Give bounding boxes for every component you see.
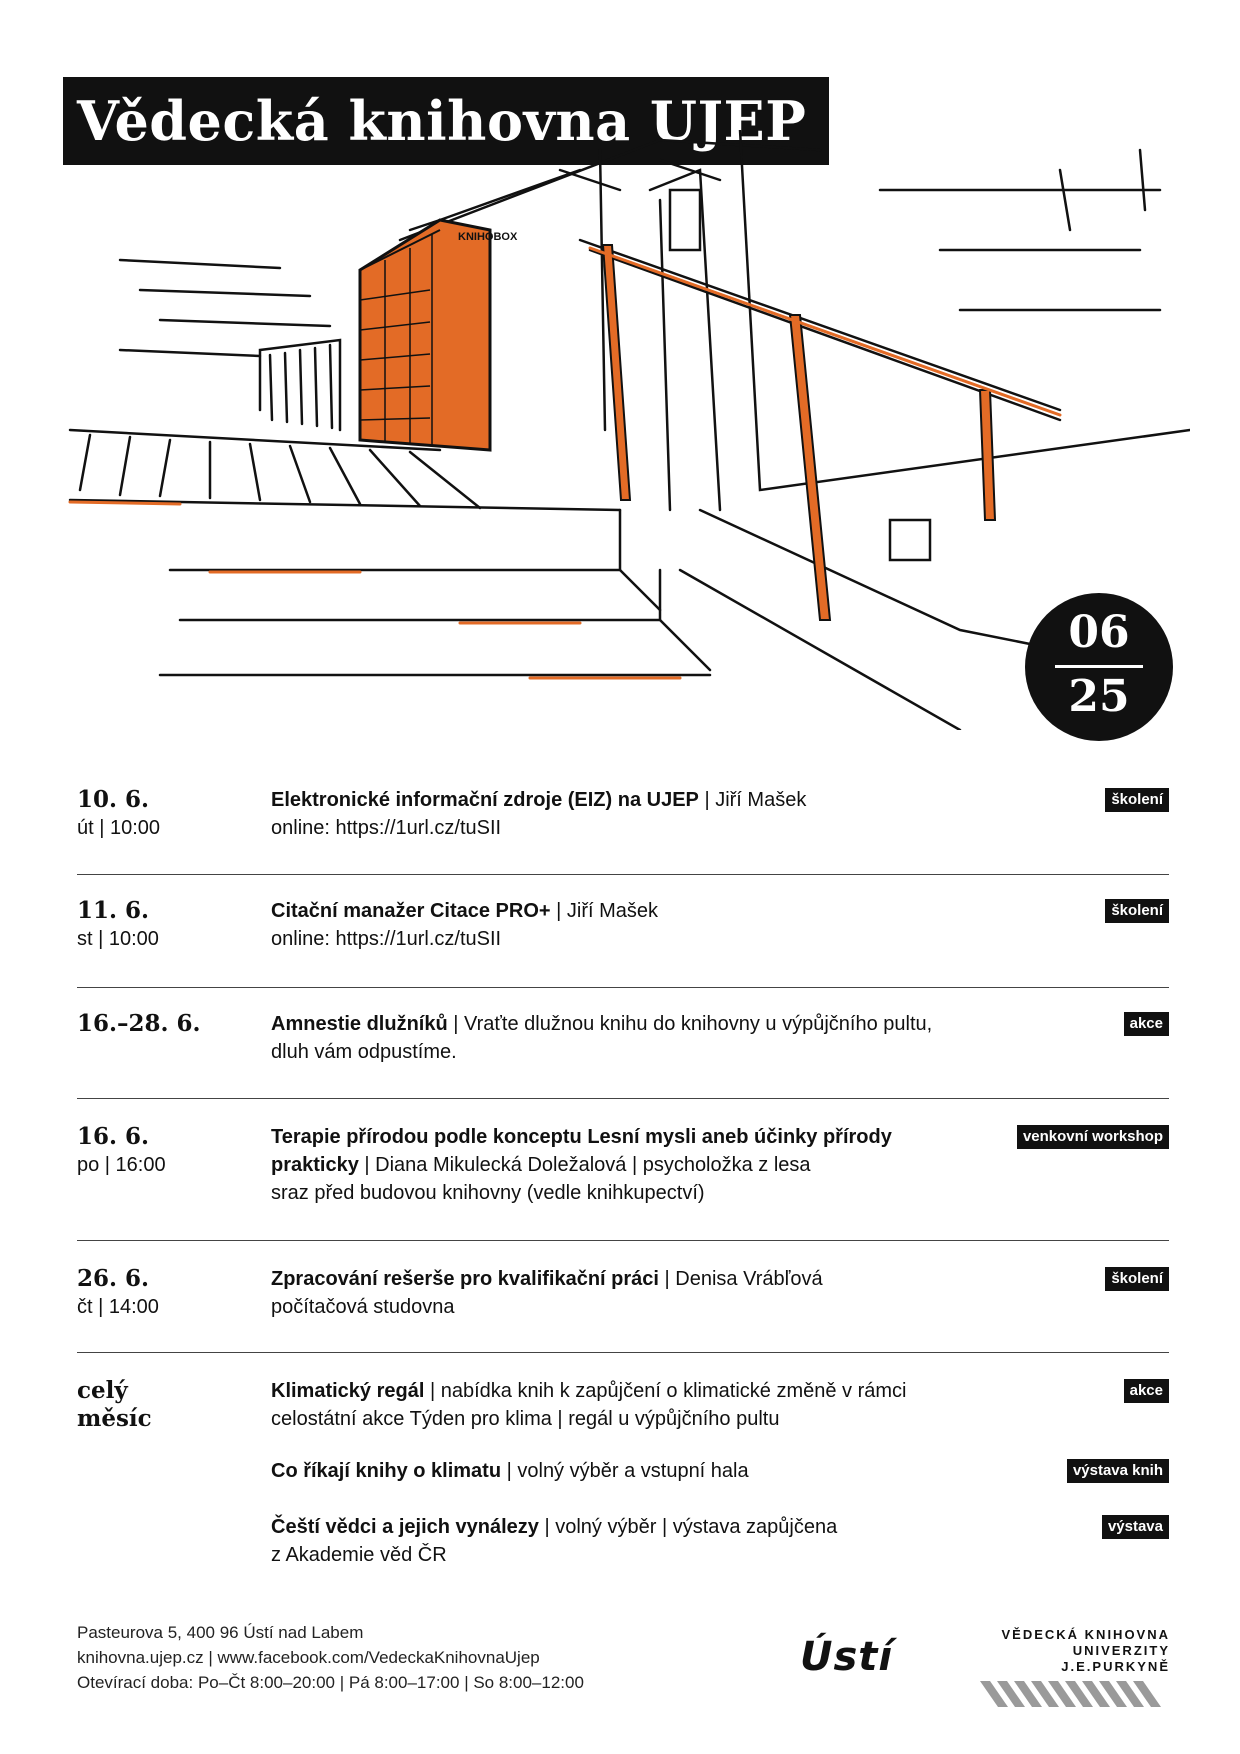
library-logo-line1: VĚDECKÁ KNIHOVNA (1001, 1627, 1170, 1642)
event-date: 16. 6. (77, 1123, 150, 1150)
event-row (77, 1241, 1169, 1353)
badge-year: 25 (1068, 671, 1130, 722)
usti-city-logo: Ústí (800, 1634, 894, 1680)
footer-links[interactable]: knihovna.ujep.cz | www.facebook.com/VedeckaKnihovnaUjep (77, 1648, 540, 1667)
month-long-events (77, 1353, 1169, 1583)
month-badge (1025, 593, 1173, 741)
event-detail: | Diana Mikulecká Doležalová | psycholožka z lesa (358, 1154, 811, 1176)
event-detail: | Denisa Vrábľová (658, 1268, 823, 1290)
event-category-tag: školení (1105, 788, 1169, 812)
event-detail: | Vraťte dlužnou knihu do knihovny u výpůjčního pultu, (447, 1013, 933, 1035)
month-item (271, 1377, 991, 1433)
footer-contact (77, 1620, 584, 1695)
footer-address: Pasteurova 5, 400 96 Ústí nad Labem (77, 1623, 364, 1642)
month-item-detail: | volný výběr a vstupní hala (501, 1460, 749, 1482)
event-detail-line: dluh vám odpustíme. (271, 1041, 457, 1063)
event-location: sraz před budovou knihovny (vedle knihkupectví) (271, 1182, 705, 1204)
footer-opening-hours: Otevírací doba: Po–Čt 8:00–20:00 | Pá 8:00–17:00 | So 8:00–12:00 (77, 1673, 584, 1692)
library-logo-stripes-icon (980, 1681, 1170, 1721)
month-item-title: Co říkají knihy o klimatu (271, 1460, 502, 1482)
month-item-tag: výstava knih (1067, 1459, 1169, 1483)
event-category-tag: akce (1124, 1012, 1169, 1036)
event-category-tag: venkovní workshop (1017, 1125, 1169, 1149)
event-schedule (77, 776, 1169, 1583)
event-time: út | 10:00 (77, 817, 161, 839)
event-time: čt | 14:00 (77, 1296, 159, 1318)
event-detail: | Jiří Mašek (550, 900, 658, 922)
event-time: st | 10:00 (77, 928, 159, 950)
event-title: Citační manažer Citace PRO+ (271, 900, 551, 922)
event-row (77, 988, 1169, 1099)
month-item-line2: z Akademie věd ČR (271, 1544, 447, 1566)
library-logo (980, 1627, 1170, 1723)
month-item-detail: | nabídka knih k zapůjčení o klimatické změně v rámci (424, 1380, 907, 1402)
event-row (77, 875, 1169, 988)
event-title: Elektronické informační zdroje (EIZ) na UJEP (271, 789, 699, 811)
month-item-title: Čeští vědci a jejich vynálezy (271, 1516, 539, 1538)
month-item (271, 1513, 991, 1569)
event-location: počítačová studovna (271, 1296, 455, 1318)
event-title: Terapie přírodou podle konceptu Lesní mysli aneb účinky přírody (271, 1126, 892, 1148)
event-detail: | Jiří Mašek (698, 789, 807, 811)
event-date: 16.–28. 6. (77, 1010, 201, 1037)
month-label-line1: celý (77, 1377, 128, 1404)
event-date: 26. 6. (77, 1265, 150, 1292)
event-date: 10. 6. (77, 786, 150, 813)
library-building-illustration (60, 130, 1190, 730)
event-row (77, 1099, 1169, 1241)
event-title: Amnestie dlužníků (271, 1013, 448, 1035)
month-label-line2: měsíc (77, 1405, 152, 1432)
month-item-detail: | volný výběr | výstava zapůjčena (538, 1516, 838, 1538)
month-item-tag: výstava (1102, 1515, 1169, 1539)
event-title: Zpracování rešerše pro kvalifikační práci (271, 1268, 659, 1290)
event-time: po | 16:00 (77, 1154, 166, 1176)
event-location: online: https://1url.cz/tuSII (271, 928, 502, 950)
badge-divider (1055, 665, 1143, 668)
event-title-continued: prakticky (271, 1154, 359, 1176)
page-title: Vědecká knihovna UJEP (63, 77, 829, 165)
event-category-tag: školení (1105, 899, 1169, 923)
badge-month: 06 (1068, 607, 1130, 658)
library-logo-line2: UNIVERZITY J.E.PURKYNĚ (1061, 1643, 1170, 1674)
event-location: online: https://1url.cz/tuSII (271, 817, 502, 839)
month-item-tag: akce (1124, 1379, 1169, 1403)
event-row (77, 776, 1169, 875)
event-category-tag: školení (1105, 1267, 1169, 1291)
month-item-line2: celostátní akce Týden pro klima | regál u výpůjčního pultu (271, 1408, 780, 1430)
event-date: 11. 6. (77, 897, 150, 924)
month-item-title: Klimatický regál (271, 1380, 425, 1402)
locker-label: KNIHOBOX (458, 231, 518, 243)
month-item (271, 1457, 991, 1485)
